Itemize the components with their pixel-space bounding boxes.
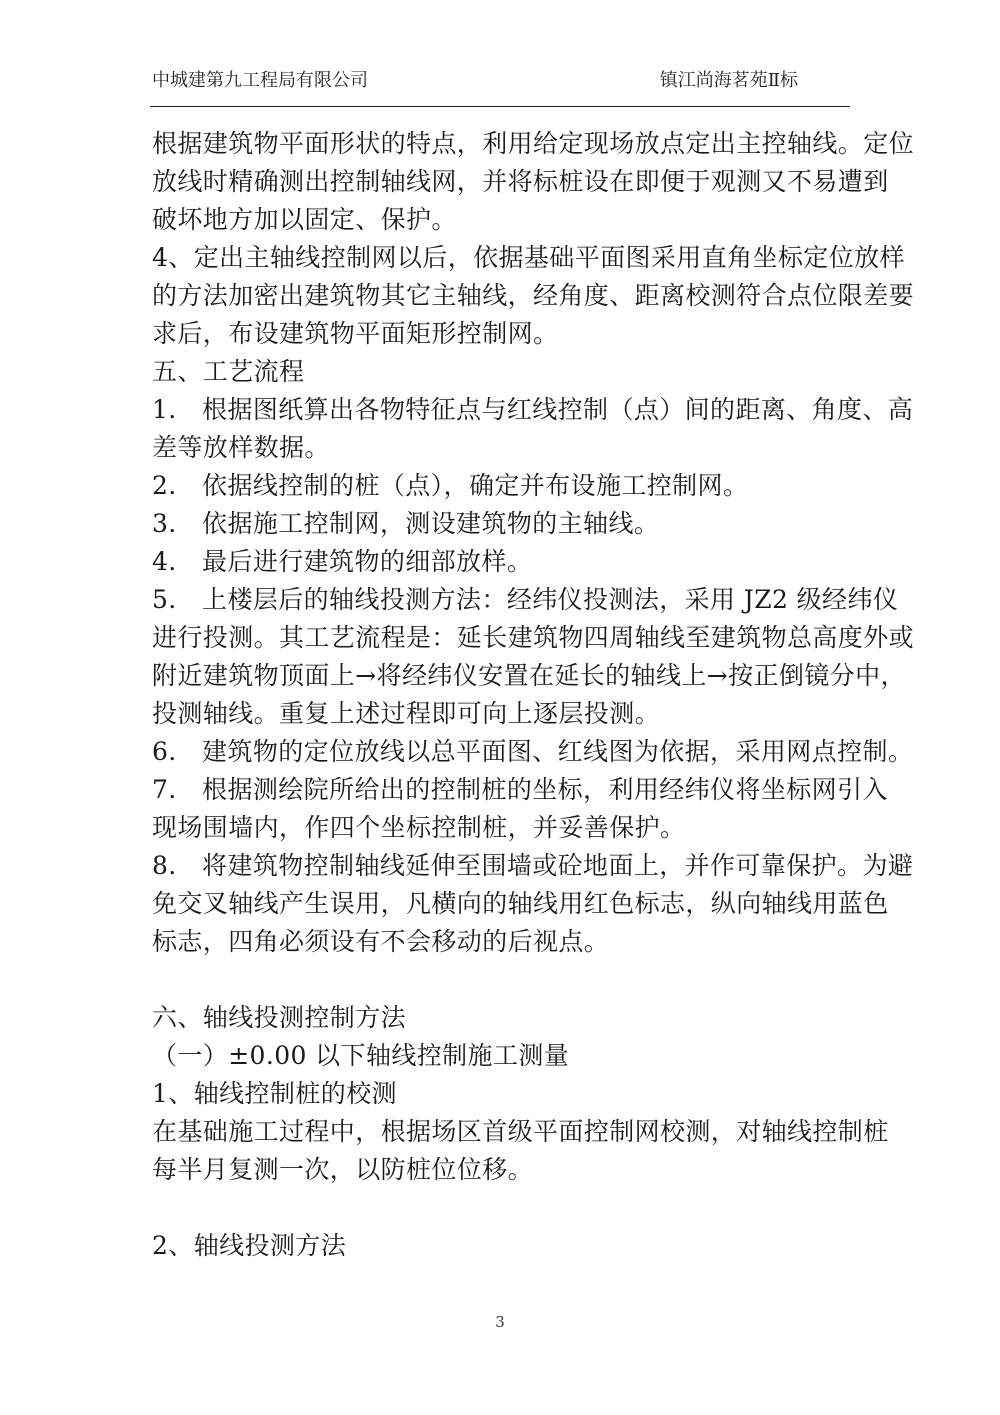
header-company: 中城建第九工程局有限公司 xyxy=(152,70,368,91)
text-line: 3. 依据施工控制网，测设建筑物的主轴线。 xyxy=(152,509,660,538)
text-line: 标志，四角必须设有不会移动的后视点。 xyxy=(152,927,610,956)
text-line: 投测轴线。重复上述过程即可向上逐层投测。 xyxy=(152,699,661,728)
text-line: 五、工艺流程 xyxy=(152,357,305,386)
text-line: 5. 上楼层后的轴线投测方法：经纬仪投测法，采用 JZ2 级经纬仪 xyxy=(152,585,899,614)
text-line: 2、轴线投测方法 xyxy=(152,1231,347,1260)
page-header xyxy=(152,68,848,100)
text-line: 放线时精确测出控制轴线网，并将标桩设在即便于观测又不易遭到 xyxy=(152,167,889,196)
text-line: 7. 根据测绘院所给出的控制桩的坐标，利用经纬仪将坐标网引入 xyxy=(152,775,888,804)
text-line: 的方法加密出建筑物其它主轴线，经角度、距离校测符合点位限差要 xyxy=(152,281,915,310)
text-line: 现场围墙内，作四个坐标控制桩，并妥善保护。 xyxy=(152,813,686,842)
text-line: （一）±0.00 以下轴线控制施工测量 xyxy=(152,1041,570,1070)
text-line: 8. 将建筑物控制轴线延伸至围墙或砼地面上，并作可靠保护。为避 xyxy=(152,851,914,880)
text-line: 在基础施工过程中，根据场区首级平面控制网校测，对轴线控制桩 xyxy=(152,1117,889,1146)
text-line: 4. 最后进行建筑物的细部放样。 xyxy=(152,547,533,576)
text-line: 每半月复测一次，以防桩位位移。 xyxy=(152,1155,534,1184)
document-body xyxy=(152,125,915,1265)
text-line: 破坏地方加以固定、保护。 xyxy=(152,205,457,234)
text-line: 根据建筑物平面形状的特点，利用给定现场放点定出主控轴线。定位 xyxy=(152,129,915,158)
text-line: 6. 建筑物的定位放线以总平面图、红线图为依据，采用网点控制。 xyxy=(152,737,914,766)
text-line: 2. 依据线控制的桩（点），确定并布设施工控制网。 xyxy=(152,471,749,500)
header-rule xyxy=(150,106,850,107)
blank-line xyxy=(152,1189,862,1227)
text-line: 免交叉轴线产生误用，凡横向的轴线用红色标志，纵向轴线用蓝色 xyxy=(152,889,889,918)
text-line: 求后，布设建筑物平面矩形控制网。 xyxy=(152,319,559,348)
text-line: 4、定出主轴线控制网以后，依据基础平面图采用直角坐标定位放样 xyxy=(152,243,905,272)
text-line: 六、轴线投测控制方法 xyxy=(152,1003,407,1032)
text-line: 进行投测。其工艺流程是：延长建筑物四周轴线至建筑物总高度外或 xyxy=(152,623,915,652)
blank-line xyxy=(152,961,862,999)
text-line: 附近建筑物顶面上→将经纬仪安置在延长的轴线上→按正倒镜分中， xyxy=(152,661,906,690)
header-project: 镇江尚海茗苑Ⅱ标 xyxy=(659,70,798,91)
text-line: 1、轴线控制桩的校测 xyxy=(152,1079,397,1108)
text-line: 1. 根据图纸算出各物特征点与红线控制（点）间的距离、角度、高 xyxy=(152,395,914,424)
text-line: 差等放样数据。 xyxy=(152,433,330,462)
page-number: 3 xyxy=(495,1313,505,1331)
